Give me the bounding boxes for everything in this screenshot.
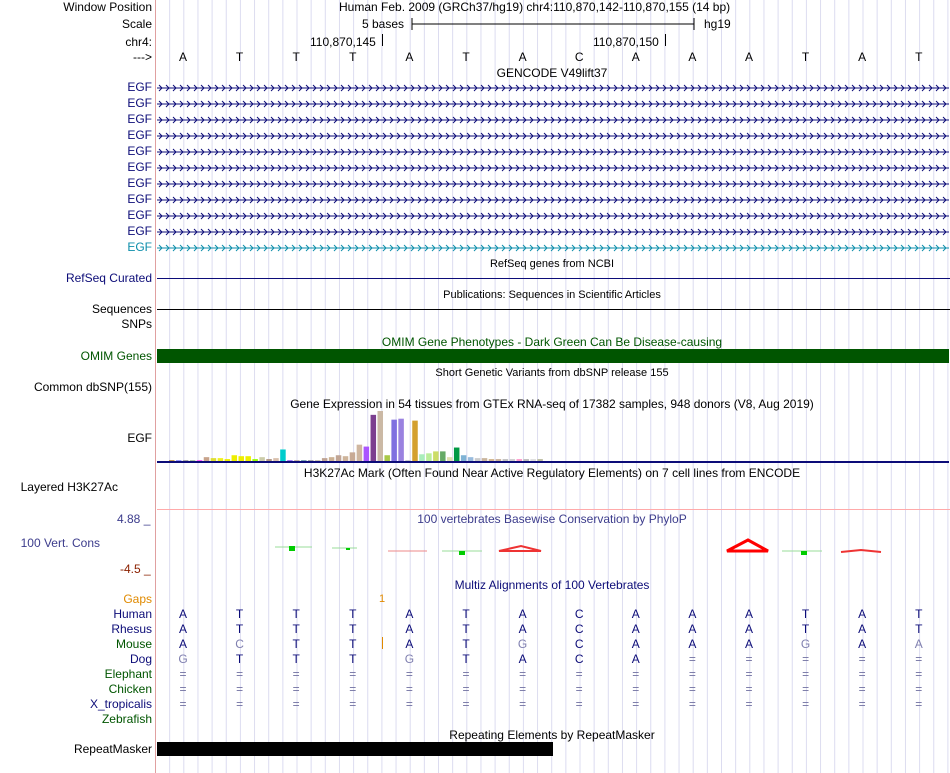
multiz-base: = [745, 697, 753, 711]
db-text: hg19 [704, 17, 731, 31]
ruler-base: C [574, 50, 584, 64]
gtex-tissue-bar [287, 460, 293, 461]
multiz-base: A [858, 622, 867, 636]
gtex-tissue-bar [329, 457, 335, 461]
gtex-tissue-bar [433, 451, 439, 461]
multiz-base: = [745, 652, 753, 666]
gtex-tissue-bar [322, 458, 328, 461]
gtex-bar-chart[interactable] [157, 410, 949, 464]
gencode-transcript[interactable] [157, 227, 949, 237]
multiz-base: = [688, 652, 696, 666]
gencode-transcript[interactable] [157, 147, 949, 157]
multiz-base: A [518, 652, 527, 666]
multiz-base: T [235, 607, 244, 621]
gtex-tissue-bar [517, 459, 523, 461]
multiz-base: = [349, 682, 357, 696]
multiz-species-label[interactable]: Rhesus [111, 622, 152, 636]
multiz-base: = [519, 682, 527, 696]
multiz-base: = [179, 667, 187, 681]
multiz-species-label[interactable]: Chicken [108, 682, 152, 696]
multiz-base: T [462, 622, 470, 636]
sequences-label[interactable]: Sequences [91, 302, 152, 316]
multiz-base: = [236, 667, 244, 681]
ruler-base: T [801, 50, 810, 64]
multiz-base: = [802, 652, 810, 666]
window-position-label: Window Position [63, 0, 152, 14]
multiz-base: A [518, 622, 527, 636]
gtex-tissue-bar [447, 457, 453, 461]
position-tick-2 [665, 34, 666, 46]
gencode-transcript[interactable] [157, 131, 949, 141]
gencode-transcript[interactable] [157, 195, 949, 205]
multiz-base: = [405, 697, 413, 711]
multiz-base: A [858, 637, 867, 651]
gtex-tissue-bar [440, 451, 446, 461]
multiz-base: = [915, 667, 923, 681]
gtex-tissue-bar [211, 458, 217, 461]
gencode-transcript[interactable] [157, 99, 949, 109]
phylop-title[interactable]: 100 vertebrates Basewise Conservation by PhyloP [417, 512, 687, 526]
multiz-base: = [462, 682, 470, 696]
h3k27ac-title[interactable]: H3K27Ac Mark (Often Found Near Active Regulatory Elements) on 7 cell lines from ENCODE [303, 466, 801, 480]
gap-marker: 1 [379, 593, 386, 605]
gencode-gene-label[interactable]: EGF [127, 112, 152, 126]
ruler-base: A [405, 50, 414, 64]
multiz-base: C [574, 607, 584, 621]
multiz-base: = [802, 682, 810, 696]
ruler-base: T [349, 50, 357, 64]
gtex-tissue-bar [530, 459, 536, 461]
gtex-tissue-bar [496, 459, 502, 461]
gencode-transcript[interactable] [157, 163, 949, 173]
gtex-tissue-bar [468, 457, 474, 461]
multiz-base: = [915, 652, 923, 666]
gtex-tissue-bar [398, 419, 404, 461]
gencode-gene-label[interactable]: EGF [127, 160, 152, 174]
multiz-base: = [575, 697, 583, 711]
multiz-base: A [631, 622, 640, 636]
gtex-tissue-bar [405, 460, 411, 461]
gtex-tissue-bar [225, 459, 231, 461]
multiz-base: = [745, 667, 753, 681]
gencode-gene-label[interactable]: EGF [127, 240, 152, 254]
omim-title[interactable]: OMIM Gene Phenotypes - Dark Green Can Be Disease-causing [381, 335, 723, 349]
gtex-tissue-bar [232, 455, 238, 461]
dbsnp-label[interactable]: Common dbSNP(155) [33, 380, 152, 394]
multiz-base: = [858, 682, 866, 696]
multiz-base: T [462, 652, 470, 666]
repeatmasker-label[interactable]: RepeatMasker [73, 742, 152, 756]
ruler-base: A [178, 50, 187, 64]
multiz-base: = [519, 697, 527, 711]
phylop-graph[interactable] [157, 535, 949, 557]
ruler-base: T [915, 50, 923, 64]
multiz-base: T [235, 652, 244, 666]
gtex-tissue-bar [197, 460, 203, 461]
gtex-tissue-bar [350, 452, 356, 461]
gtex-tissue-bar [364, 447, 370, 461]
multiz-species-label[interactable]: Mouse [115, 637, 152, 651]
gtex-tissue-bar [273, 458, 279, 461]
multiz-base: = [519, 667, 527, 681]
gtex-tissue-bar [294, 460, 300, 461]
refseq-title[interactable]: RefSeq genes from NCBI [489, 258, 615, 270]
multiz-base: T [462, 637, 470, 651]
multiz-base: C [574, 637, 584, 651]
multiz-base: = [575, 667, 583, 681]
multiz-base: = [179, 682, 187, 696]
gtex-tissue-bar [315, 460, 321, 461]
gencode-transcript[interactable] [157, 115, 949, 125]
ruler-base: T [462, 50, 470, 64]
multiz-base: A [405, 637, 414, 651]
multiz-base: G [404, 652, 415, 666]
gencode-transcript[interactable] [157, 179, 949, 189]
multiz-base: = [462, 697, 470, 711]
multiz-base: = [236, 697, 244, 711]
multiz-base: T [915, 622, 923, 636]
chrom-label: chr4: [125, 35, 152, 49]
multiz-base: T [801, 607, 810, 621]
gencode-transcript[interactable] [157, 243, 949, 253]
gtex-tissue-bar [245, 456, 251, 461]
gtex-tissue-bar [218, 458, 224, 461]
gencode-title[interactable]: GENCODE V49lift37 [496, 66, 608, 80]
gtex-tissue-bar [252, 459, 258, 461]
gtex-tissue-bar [419, 454, 425, 461]
gtex-title[interactable]: Gene Expression in 54 tissues from GTEx RNA-seq of 17382 samples, 948 donors (V8, Aug 2019) [290, 397, 814, 411]
gencode-transcript[interactable] [157, 211, 949, 221]
gtex-tissue-bar [475, 458, 481, 461]
gtex-tissue-bar [426, 453, 432, 461]
multiz-base: = [688, 697, 696, 711]
multiz-base: A [631, 637, 640, 651]
strand-label: ---> [133, 50, 152, 64]
dbsnp-title[interactable]: Short Genetic Variants from dbSNP release 155 [435, 367, 669, 379]
multiz-base: A [631, 652, 640, 666]
multiz-base: T [349, 637, 357, 651]
multiz-base: A [744, 622, 753, 636]
multiz-base: A [858, 607, 867, 621]
multiz-base: = [632, 682, 640, 696]
multiz-species-label[interactable]: Human [113, 607, 152, 621]
multiz-base: = [179, 697, 187, 711]
multiz-base: A [688, 637, 697, 651]
gtex-tissue-bar [384, 455, 390, 461]
gtex-tissue-bar [280, 449, 286, 461]
multiz-base: A [405, 622, 414, 636]
multiz-base: = [405, 682, 413, 696]
repeatmasker-title[interactable]: Repeating Elements by RepeatMasker [449, 728, 655, 742]
ruler-base: T [235, 50, 244, 64]
multiz-base: = [745, 682, 753, 696]
multiz-base: T [292, 622, 300, 636]
ruler-base: T [292, 50, 300, 64]
multiz-base: A [405, 607, 414, 621]
multiz-base: T [349, 622, 357, 636]
gtex-tissue-bar [489, 459, 495, 461]
gtex-tissue-bar [169, 460, 175, 461]
multiz-base: C [574, 652, 584, 666]
gtex-tissue-bar [412, 421, 418, 461]
position-label-1: 110,870,145 [310, 35, 376, 49]
multiz-base: = [858, 667, 866, 681]
multiz-base: C [574, 622, 584, 636]
multiz-base: = [575, 682, 583, 696]
gtex-tissue-bar [259, 457, 265, 461]
gtex-tissue-bar [523, 459, 529, 461]
gtex-tissue-bar [391, 420, 397, 461]
multiz-base: = [236, 682, 244, 696]
multiz-base: T [349, 652, 357, 666]
multiz-base: T [235, 622, 244, 636]
multiz-base: G [517, 637, 528, 651]
gtex-tissue-bar [454, 448, 460, 461]
multiz-base: A [744, 607, 753, 621]
omim-feature-bar[interactable] [157, 349, 949, 363]
omim-label[interactable]: OMIM Genes [80, 349, 152, 363]
multiz-base: A [914, 637, 923, 651]
multiz-base: = [292, 667, 300, 681]
position-label-2: 110,870,150 [593, 35, 659, 49]
multiz-base: T [292, 652, 300, 666]
mouse-gap-marker [382, 637, 383, 649]
multiz-base: G [800, 637, 811, 651]
multiz-base: T [462, 607, 470, 621]
scale-text: 5 bases [362, 17, 405, 31]
publications-title[interactable]: Publications: Sequences in Scientific Articles [443, 289, 661, 301]
multiz-base: T [292, 637, 300, 651]
multiz-base: T [349, 607, 357, 621]
multiz-base: A [178, 607, 187, 621]
multiz-base: = [858, 697, 866, 711]
refseq-track-line [157, 278, 950, 279]
gaps-label[interactable]: Gaps [123, 592, 152, 606]
gencode-gene-label[interactable]: EGF [127, 176, 152, 190]
multiz-base: T [292, 607, 300, 621]
h3k27ac-label[interactable]: Layered H3K27Ac [20, 480, 118, 494]
scale-label: Scale [121, 17, 152, 31]
multiz-base: = [915, 682, 923, 696]
multiz-base: = [688, 682, 696, 696]
multiz-base: = [292, 682, 300, 696]
gtex-tissue-bar [510, 459, 516, 461]
gtex-tissue-bar [371, 415, 377, 461]
multiz-base: T [915, 607, 923, 621]
gencode-gene-label[interactable]: EGF [127, 96, 152, 110]
multiz-base: = [632, 697, 640, 711]
position-tick-1 [382, 34, 383, 46]
gtex-tissue-bar [357, 445, 363, 461]
gtex-tissue-bar [301, 460, 307, 461]
refseq-label[interactable]: RefSeq Curated [65, 271, 152, 285]
multiz-title[interactable]: Multiz Alignments of 100 Vertebrates [454, 578, 650, 592]
multiz-base: = [632, 667, 640, 681]
gtex-tissue-bar [378, 411, 384, 461]
snps-label[interactable]: SNPs [121, 317, 152, 331]
gencode-gene-label[interactable]: EGF [127, 144, 152, 158]
h3k27ac-baseline [157, 509, 950, 510]
multiz-base: A [688, 622, 697, 636]
gencode-transcript[interactable] [157, 83, 949, 93]
gtex-tissue-bar [239, 456, 245, 461]
multiz-base: = [858, 652, 866, 666]
ruler-base: A [688, 50, 697, 64]
multiz-base: G [178, 652, 188, 666]
multiz-base: T [801, 622, 810, 636]
multiz-base: = [405, 667, 413, 681]
scale-bar [410, 16, 700, 32]
multiz-base: = [349, 697, 357, 711]
gtex-tissue-bar [176, 460, 182, 461]
multiz-base: A [178, 637, 187, 651]
multiz-base: A [688, 607, 697, 621]
ruler-base: A [858, 50, 867, 64]
gtex-tissue-bar [482, 458, 488, 461]
multiz-species-label[interactable]: Dog [129, 652, 152, 666]
multiz-base: = [915, 697, 923, 711]
ruler-base: A [744, 50, 753, 64]
gtex-tissue-bar [183, 460, 189, 461]
gencode-gene-label[interactable]: EGF [127, 128, 152, 142]
gencode-gene-label[interactable]: EGF [127, 80, 152, 94]
multiz-species-label[interactable]: Zebrafish [101, 712, 152, 726]
gtex-gene-label[interactable]: EGF [127, 431, 152, 445]
multiz-base: C [235, 637, 244, 651]
phylop-label[interactable]: 100 Vert. Cons [20, 536, 100, 550]
multiz-base: = [349, 667, 357, 681]
multiz-species-label[interactable]: Elephant [104, 667, 152, 681]
ruler-base: A [631, 50, 640, 64]
gtex-tissue-bar [190, 460, 196, 461]
multiz-base: = [462, 667, 470, 681]
multiz-base: = [292, 697, 300, 711]
phylop-min-label: -4.5 _ [120, 562, 151, 576]
gtex-tissue-bar [343, 456, 349, 461]
multiz-base: A [518, 607, 527, 621]
multiz-base: = [802, 667, 810, 681]
multiz-base: A [631, 607, 640, 621]
gencode-gene-label[interactable]: EGF [127, 224, 152, 238]
gencode-gene-label[interactable]: EGF [127, 192, 152, 206]
multiz-base: A [744, 637, 753, 651]
multiz-base: = [688, 667, 696, 681]
gtex-tissue-bar [204, 457, 210, 461]
gtex-tissue-bar [537, 459, 543, 461]
phylop-max-label: 4.88 _ [117, 512, 151, 526]
multiz-base: = [802, 697, 810, 711]
gtex-tissue-bar [461, 455, 467, 461]
multiz-species-label[interactable]: X_tropicalis [89, 697, 152, 711]
repeatmasker-feature-bar[interactable] [157, 742, 553, 756]
gtex-tissue-bar [266, 459, 272, 461]
gtex-tissue-bar [336, 455, 342, 461]
assembly-position-text: Human Feb. 2009 (GRCh37/hg19) chr4:110,870,142-110,870,155 (14 bp) [339, 0, 731, 14]
gtex-tissue-bar [308, 460, 314, 461]
ruler-base: A [518, 50, 527, 64]
publications-track-line [157, 309, 950, 310]
gencode-gene-label[interactable]: EGF [127, 208, 152, 222]
multiz-base: A [178, 622, 187, 636]
gtex-tissue-bar [503, 459, 509, 461]
